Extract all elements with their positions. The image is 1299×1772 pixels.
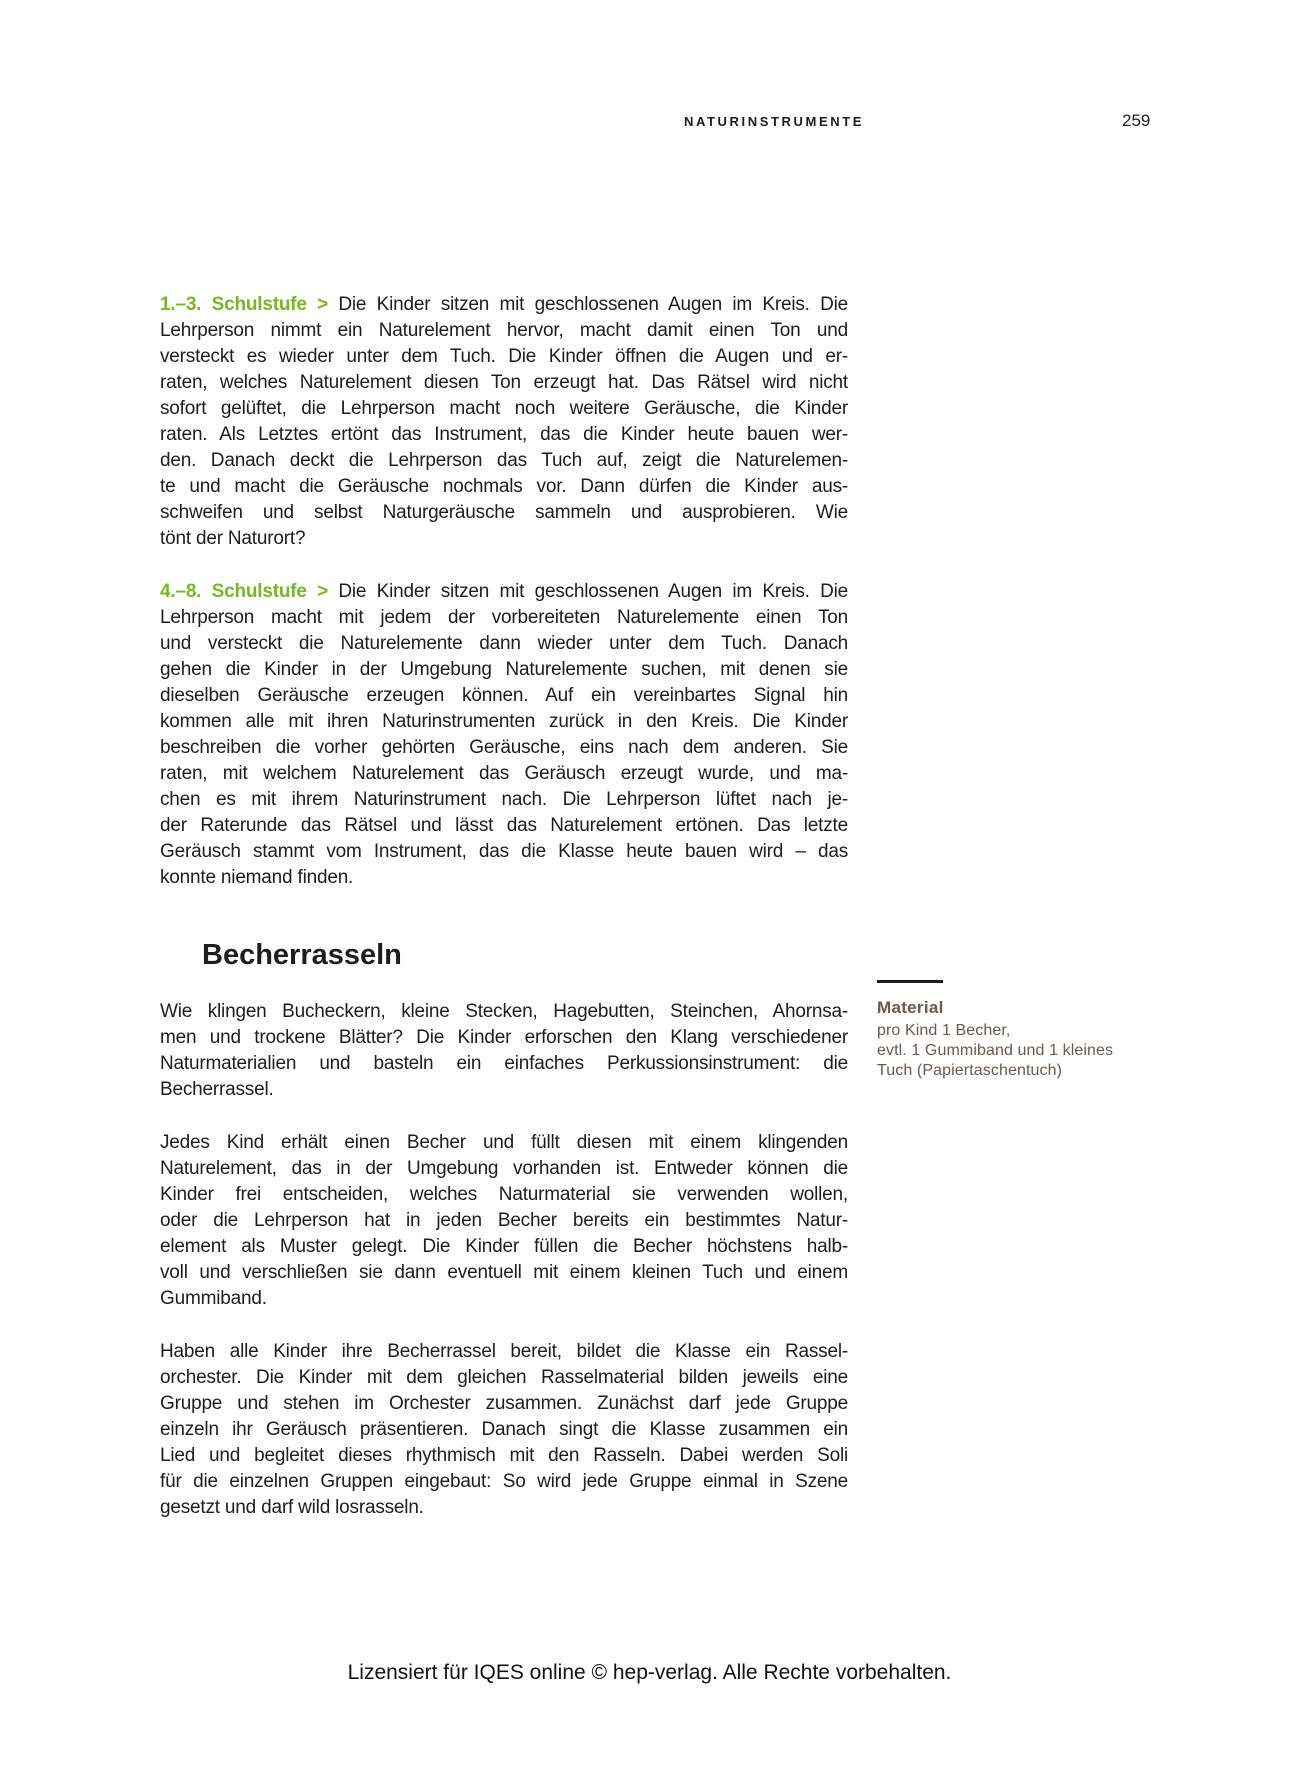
- text-line: orchester. Die Kinder mit dem gleichen Rasselmaterial bilden jeweils eine: [160, 1367, 848, 1388]
- text-line: Gruppe und stehen im Orchester zusammen. Zunächst darf jede Gruppe: [160, 1393, 848, 1414]
- text-line: Lehrperson macht mit jedem der vorbereiteten Naturelemente einen Ton: [160, 607, 848, 628]
- sidebar-rule: [877, 980, 943, 983]
- license-footer: [0, 1661, 1299, 1685]
- text-line: und versteckt die Naturelemente dann wieder unter dem Tuch. Danach: [160, 633, 848, 654]
- section-heading: Becherrasseln: [202, 939, 402, 971]
- text-line: raten, mit welchem Naturelement das Geräusch erzeugt wurde, und ma-: [160, 763, 848, 784]
- license-text: Lizensiert für IQES online © hep-verlag. Alle Rechte vorbehalten.: [347, 1661, 952, 1684]
- text-line: einzeln ihr Geräusch präsentieren. Danach singt die Klasse zusammen ein: [160, 1419, 848, 1440]
- schulstufe-label: 4.–8. Schulstufe >: [160, 581, 328, 602]
- text-line: Wie klingen Bucheckern, kleine Stecken, Hagebutten, Steinchen, Ahornsa-: [160, 1001, 848, 1022]
- text-line: Kinder frei entscheiden, welches Naturmaterial sie verwenden wollen,: [160, 1184, 848, 1205]
- text-line: dieselben Geräusche erzeugen können. Auf ein vereinbartes Signal hin: [160, 685, 848, 706]
- schulstufe-label: 1.–3. Schulstufe >: [160, 294, 328, 315]
- text-line: konnte niemand finden.: [160, 867, 354, 888]
- running-title: NATURINSTRUMENTE: [684, 114, 865, 129]
- material-lines: [877, 1021, 1149, 1081]
- material-title: Material: [877, 998, 944, 1017]
- text-line: beschreiben die vorher gehörten Geräusche, eins nach dem anderen. Sie: [160, 737, 848, 758]
- text-line: gehen die Kinder in der Umgebung Naturelemente suchen, mit denen sie: [160, 659, 848, 680]
- material-line: pro Kind 1 Becher,: [877, 1022, 1011, 1039]
- text-line: den. Danach deckt die Lehrperson das Tuch auf, zeigt die Naturelemen-: [160, 450, 848, 471]
- text-line: Becherrassel.: [160, 1079, 274, 1100]
- main-text-column: [160, 292, 848, 1548]
- text-line: gesetzt und darf wild losrasseln.: [160, 1497, 424, 1518]
- text-line: 4.–8. Schulstufe > Die Kinder sitzen mit geschlossenen Augen im Kreis. Die: [160, 581, 848, 602]
- text-line: Jedes Kind erhält einen Becher und füllt diesen mit einem klingenden: [160, 1132, 848, 1153]
- page-number: 259: [1122, 111, 1151, 130]
- text-line: der Raterunde das Rätsel und lässt das Naturelement ertönen. Das letzte: [160, 815, 848, 836]
- text-line: element als Muster gelegt. Die Kinder füllen die Becher höchstens halb-: [160, 1236, 848, 1257]
- text-line: 1.–3. Schulstufe > Die Kinder sitzen mit geschlossenen Augen im Kreis. Die: [160, 294, 848, 315]
- text-line: Naturelement, das in der Umgebung vorhanden ist. Entweder können die: [160, 1158, 848, 1179]
- text-line: Geräusch stammt vom Instrument, das die Klasse heute bauen wird – das: [160, 841, 848, 862]
- text-line: versteckt es wieder unter dem Tuch. Die Kinder öffnen die Augen und er-: [160, 346, 848, 367]
- material-line: evtl. 1 Gummiband und 1 kleines: [877, 1042, 1114, 1059]
- material-line: Tuch (Papiertaschentuch): [877, 1062, 1063, 1079]
- text-line: raten, welches Naturelement diesen Ton erzeugt hat. Das Rätsel wird nicht: [160, 372, 848, 393]
- text-line: chen es mit ihrem Naturinstrument nach. Die Lehrperson lüftet nach je-: [160, 789, 848, 810]
- paragraph: [160, 579, 848, 891]
- text-line: men und trockene Blätter? Die Kinder erforschen den Klang verschiedener: [160, 1027, 848, 1048]
- paragraph: [160, 999, 848, 1103]
- material-sidebar: [877, 980, 1149, 1081]
- text-line: te und macht die Geräusche nochmals vor. Dann dürfen die Kinder aus-: [160, 476, 848, 497]
- paragraph: [160, 1130, 848, 1312]
- text-line: für die einzelnen Gruppen eingebaut: So wird jede Gruppe einmal in Szene: [160, 1471, 848, 1492]
- text-line: raten. Als Letztes ertönt das Instrument, das die Kinder heute bauen wer-: [160, 424, 848, 445]
- text-line: sofort gelüftet, die Lehrperson macht noch weitere Geräusche, die Kinder: [160, 398, 848, 419]
- text-line: kommen alle mit ihren Naturinstrumenten zurück in den Kreis. Die Kinder: [160, 711, 848, 732]
- text-line: Lied und begleitet dieses rhythmisch mit den Rasseln. Dabei werden Soli: [160, 1445, 848, 1466]
- text-line: tönt der Naturort?: [160, 528, 306, 549]
- paragraph: [160, 292, 848, 552]
- paragraph: [160, 1339, 848, 1521]
- text-line: Naturmaterialien und basteln ein einfaches Perkussionsinstrument: die: [160, 1053, 848, 1074]
- text-line: Gummiband.: [160, 1288, 267, 1309]
- text-line: oder die Lehrperson hat in jeden Becher bereits ein bestimmtes Natur-: [160, 1210, 848, 1231]
- text-line: Lehrperson nimmt ein Naturelement hervor, macht damit einen Ton und: [160, 320, 848, 341]
- text-line: schweifen und selbst Naturgeräusche sammeln und ausprobieren. Wie: [160, 502, 848, 523]
- text-line: Haben alle Kinder ihre Becherrassel bereit, bildet die Klasse ein Rassel-: [160, 1341, 848, 1362]
- text-line: voll und verschließen sie dann eventuell mit einem kleinen Tuch und einem: [160, 1262, 848, 1283]
